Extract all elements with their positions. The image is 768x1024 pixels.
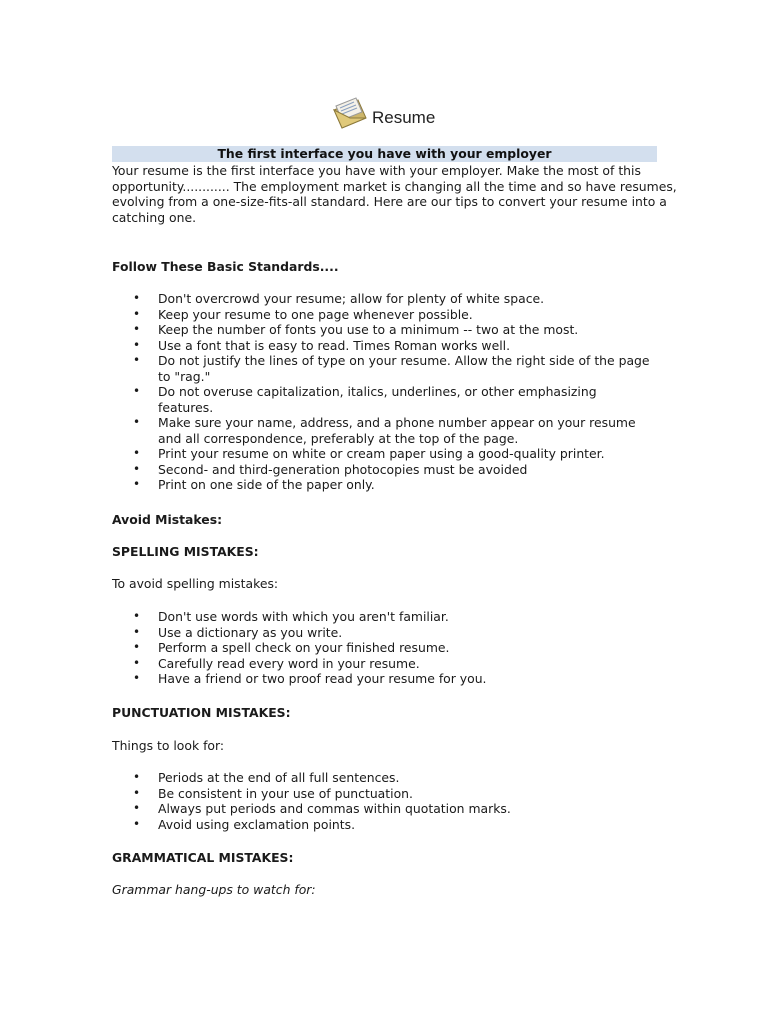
- punctuation-heading: PUNCTUATION MISTAKES:: [112, 705, 291, 720]
- intro-paragraph: Your resume is the first interface you have with your employer. Make the most of this opportunity............ The employment market is changing all the time and so have resumes, evolving from a one-size-fits-all standard. Here are our tips to convert your resume into a catching one.: [112, 163, 677, 225]
- avoid-mistakes-heading: Avoid Mistakes:: [112, 512, 223, 527]
- envelope-letter-icon: [330, 96, 370, 132]
- spelling-heading: SPELLING MISTAKES:: [112, 544, 259, 559]
- list-item: • Use a dictionary as you write.: [112, 625, 672, 641]
- list-item: • Second- and third-generation photocopies must be avoided: [112, 462, 652, 478]
- spelling-list: [112, 609, 672, 687]
- list-item: • Print your resume on white or cream paper using a good-quality printer.: [112, 446, 652, 462]
- list-item: • Don't use words with which you aren't familiar.: [112, 609, 672, 625]
- list-item: • Carefully read every word in your resume.: [112, 656, 672, 672]
- document-title: Resume: [372, 108, 436, 127]
- list-item: • Be consistent in your use of punctuation.: [112, 786, 672, 802]
- list-item: • Avoid using exclamation points.: [112, 817, 672, 833]
- list-item: • Have a friend or two proof read your resume for you.: [112, 671, 672, 687]
- grammar-lead: Grammar hang-ups to watch for:: [112, 882, 316, 897]
- spelling-lead: To avoid spelling mistakes:: [112, 576, 279, 591]
- list-item: • Use a font that is easy to read. Times Roman works well.: [112, 338, 652, 354]
- standards-list: [112, 291, 652, 493]
- document-header: [330, 94, 435, 134]
- subtitle-banner: The first interface you have with your employer: [112, 146, 657, 162]
- list-item: • Keep the number of fonts you use to a minimum -- two at the most.: [112, 322, 652, 338]
- list-item: • Print on one side of the paper only.: [112, 477, 652, 493]
- list-item: • Periods at the end of all full sentences.: [112, 770, 672, 786]
- grammar-heading: GRAMMATICAL MISTAKES:: [112, 850, 294, 865]
- standards-heading: Follow These Basic Standards....: [112, 259, 339, 274]
- punctuation-lead: Things to look for:: [112, 738, 225, 753]
- punctuation-list: [112, 770, 672, 832]
- list-item: • Make sure your name, address, and a phone number appear on your resume and all correspondence, preferably at the top of the page.: [112, 415, 652, 446]
- list-item: • Do not justify the lines of type on your resume. Allow the right side of the page to "rag.": [112, 353, 652, 384]
- list-item: • Keep your resume to one page whenever possible.: [112, 307, 652, 323]
- list-item: • Perform a spell check on your finished resume.: [112, 640, 672, 656]
- list-item: • Don't overcrowd your resume; allow for plenty of white space.: [112, 291, 652, 307]
- list-item: • Do not overuse capitalization, italics, underlines, or other emphasizing features.: [112, 384, 652, 415]
- list-item: • Always put periods and commas within quotation marks.: [112, 801, 672, 817]
